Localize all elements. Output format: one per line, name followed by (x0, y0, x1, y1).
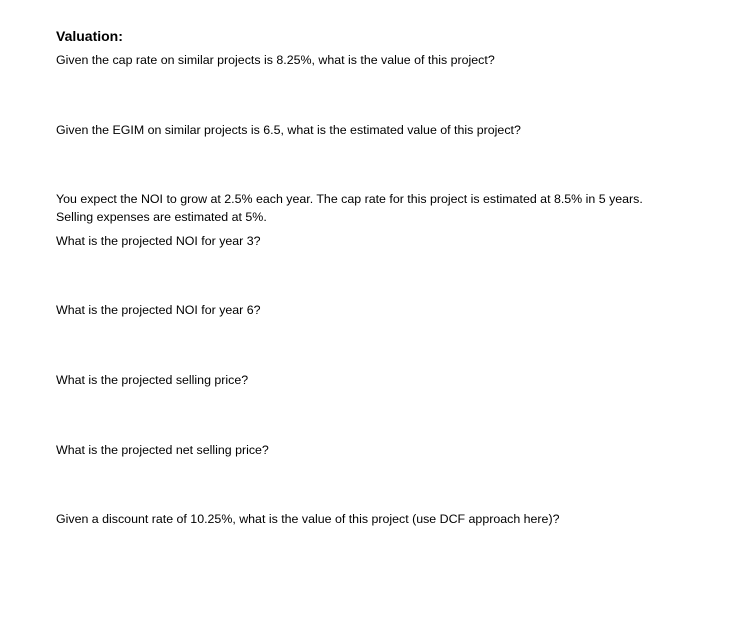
question-selling-price: What is the projected selling price? (56, 373, 249, 387)
question-egim-value: Given the EGIM on similar projects is 6.5, what is the estimated value of this project? (56, 123, 521, 137)
question-noi-year-3: What is the projected NOI for year 3? (56, 234, 261, 248)
question-noi-year-6: What is the projected NOI for year 6? (56, 303, 261, 317)
question-dcf-value: Given a discount rate of 10.25%, what is the value of this project (use DCF approach here)? (56, 512, 560, 526)
question-net-selling-price: What is the projected net selling price? (56, 443, 269, 457)
assumptions-paragraph: You expect the NOI to grow at 2.5% each year. The cap rate for this project is estimated at 8.5% in 5 years. Selling expenses are estimated at 5%. (56, 192, 643, 224)
section-heading: Valuation: (56, 28, 123, 44)
question-cap-rate-value: Given the cap rate on similar projects is 8.25%, what is the value of this project? (56, 53, 495, 67)
